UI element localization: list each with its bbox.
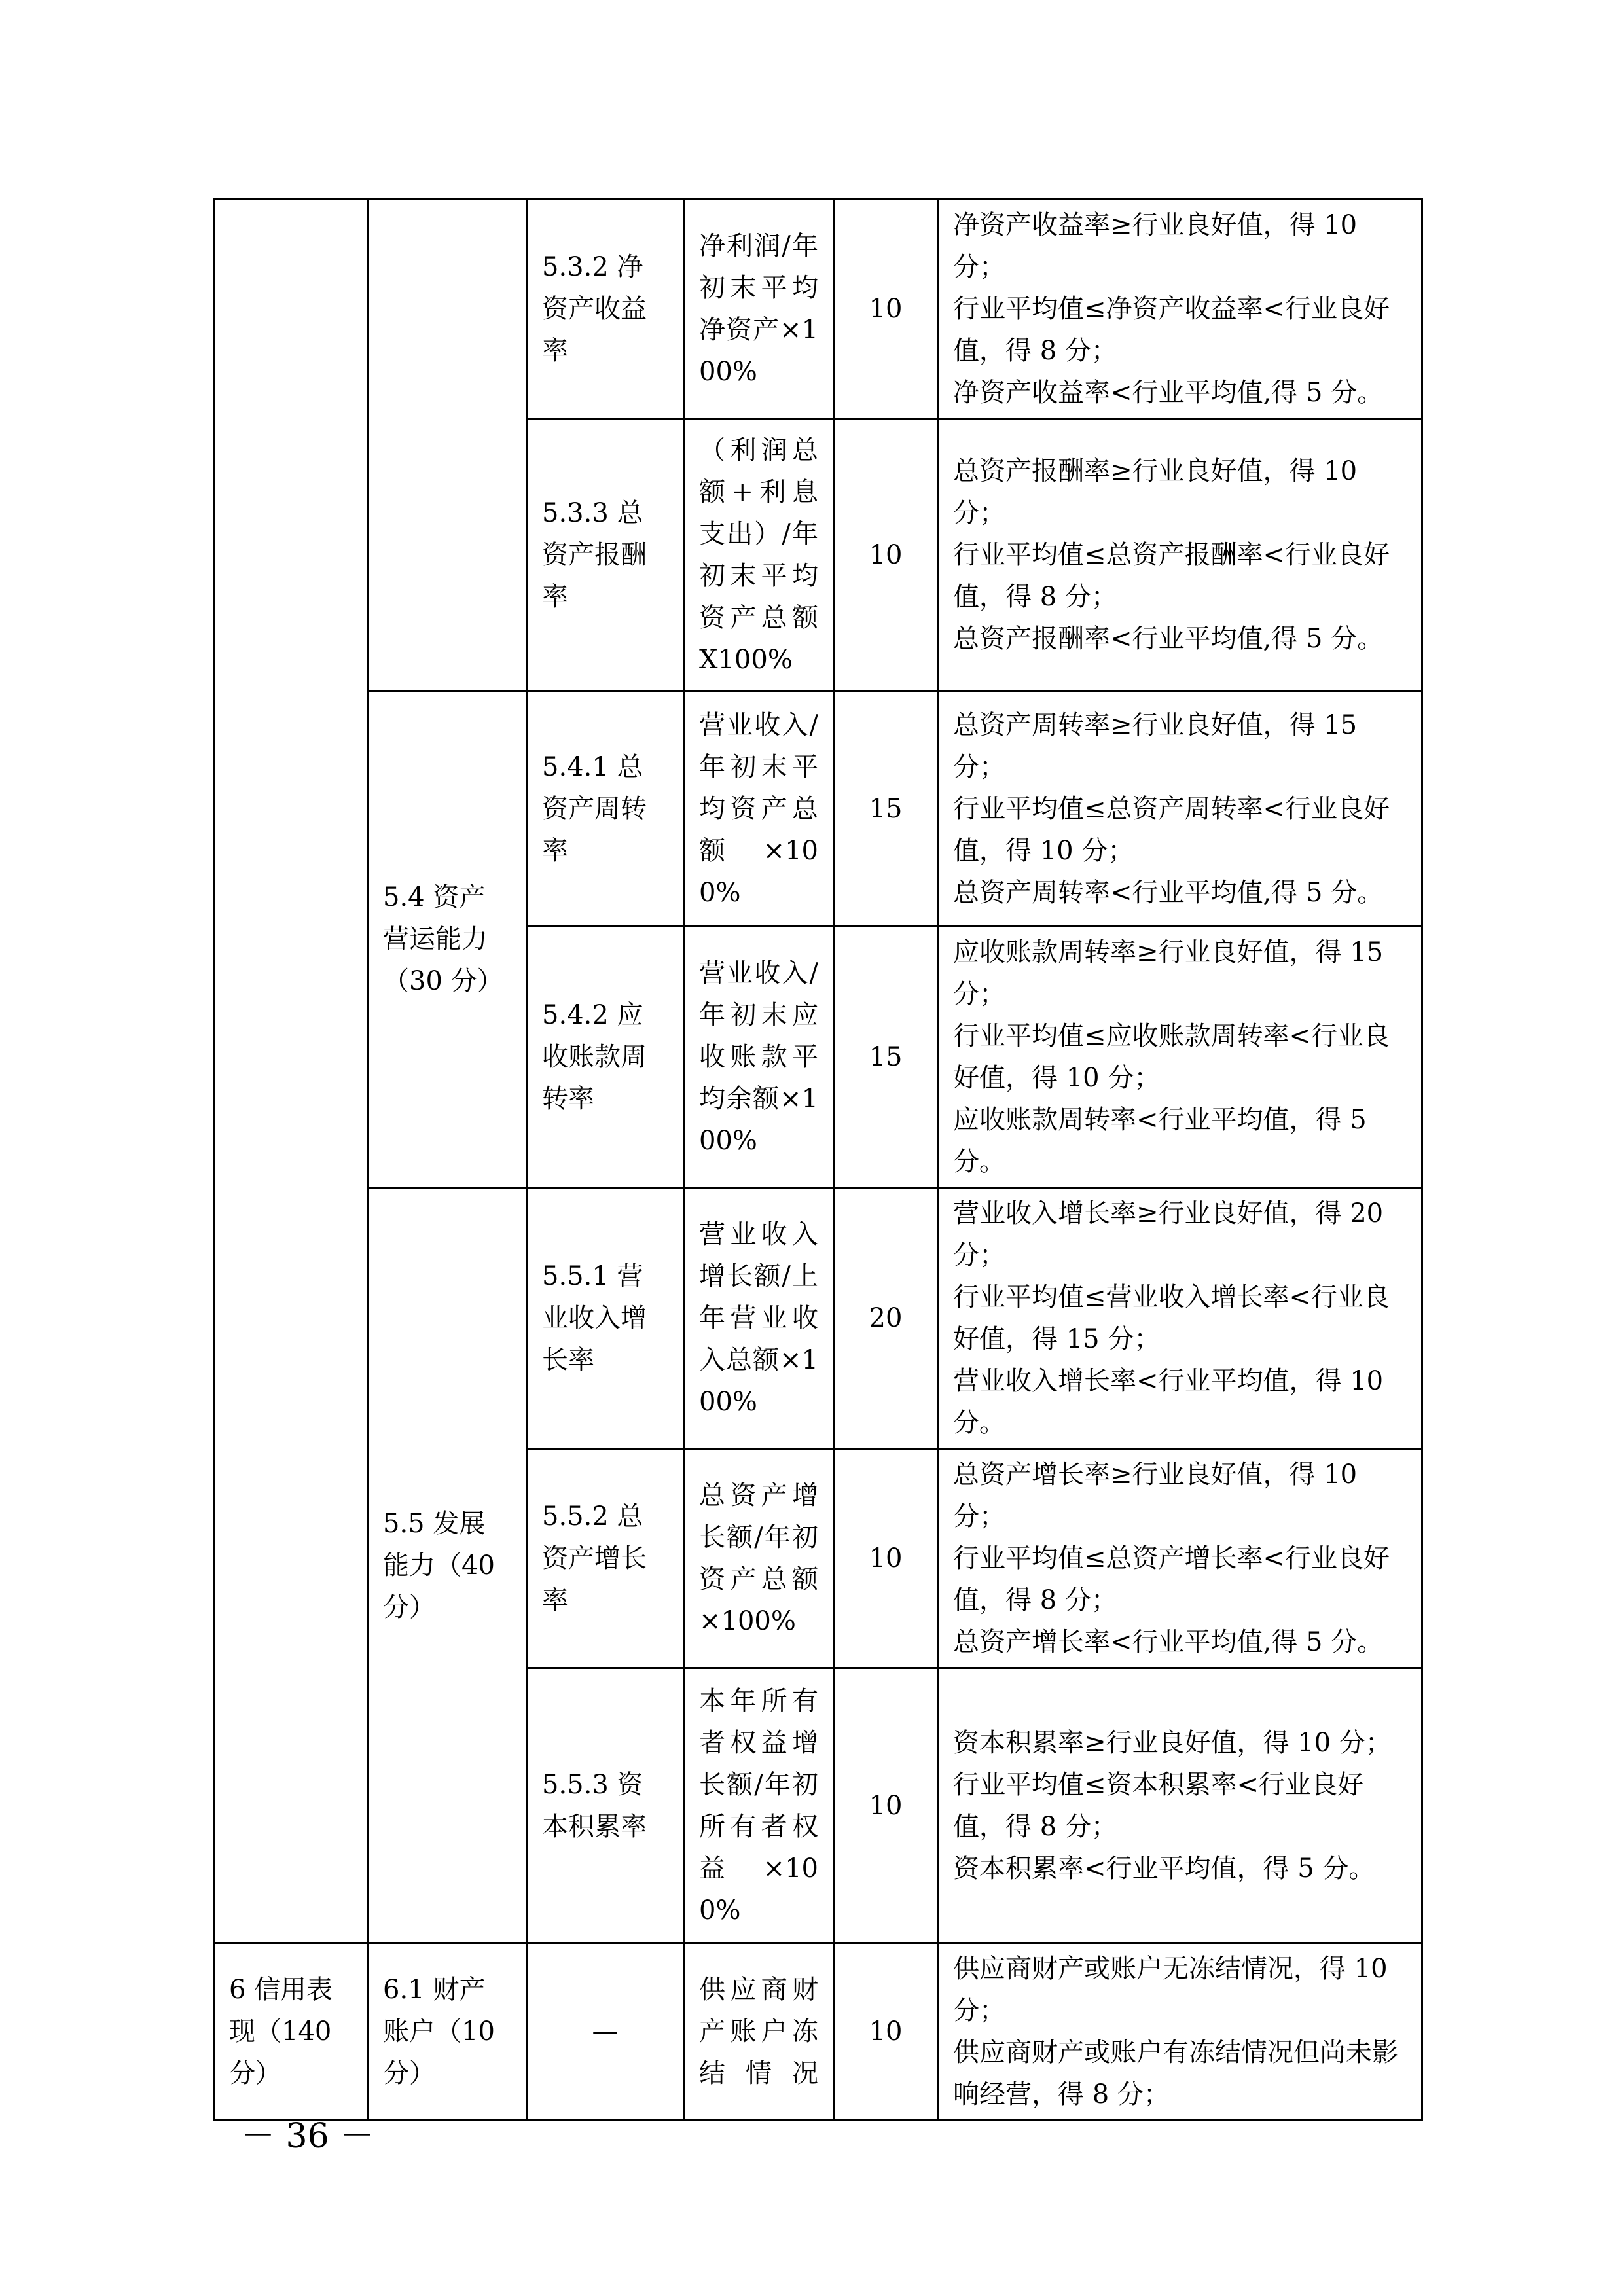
indicator-cell: — (527, 1943, 684, 2121)
table-row (214, 691, 1422, 927)
standard-line: 应收账款周转率<行业平均值，得 5 分。 (953, 1105, 1367, 1177)
standard-line: 行业平均值≤总资产报酬率<行业良好值，得 8 分； (953, 539, 1390, 612)
standard-line: 供应商财产或账户无冻结情况，得 10 分； (953, 1954, 1388, 2026)
formula-cell: 营业收入/年初末应收账款平均余额×100% (684, 927, 834, 1188)
standard-line: 总资产增长率<行业平均值,得 5 分。 (953, 1627, 1384, 1657)
formula-cell: 净利润/年初末平均净资产×100% (684, 200, 834, 419)
standard-line: 行业平均值≤资本积累率<行业良好值，得 8 分； (953, 1769, 1364, 1842)
table-row (214, 1188, 1422, 1449)
standard-line: 应收账款周转率≥行业良好值，得 15 分； (953, 937, 1384, 1009)
standard-line: 营业收入增长率<行业平均值，得 10 分。 (953, 1366, 1384, 1438)
indicator-cell: 5.5.1 营业收入增长率 (527, 1188, 684, 1449)
standard-line: 净资产收益率≥行业良好值，得 10 分； (953, 210, 1358, 282)
standard-cell (938, 1188, 1422, 1449)
standard-cell (938, 1449, 1422, 1668)
standard-line: 总资产周转率<行业平均值,得 5 分。 (953, 877, 1384, 908)
formula-cell: 营业收入增长额/上年营业收入总额×100% (684, 1188, 834, 1449)
formula-cell: 总资产增长额/年初资产总额×100% (684, 1449, 834, 1668)
indicator-cell: 5.3.3 总资产报酬率 (527, 419, 684, 691)
standard-line: 供应商财产或账户有冻结情况但尚未影响经营，得 8 分； (953, 2037, 1398, 2109)
table-row (214, 200, 1422, 419)
indicator-cell: 5.4.2 应收账款周转率 (527, 927, 684, 1188)
standard-line: 行业平均值≤营业收入增长率<行业良好值，得 15 分； (953, 1282, 1390, 1354)
standard-line: 总资产报酬率<行业平均值,得 5 分。 (953, 623, 1384, 654)
standard-line: 总资产周转率≥行业良好值，得 15 分； (953, 709, 1358, 782)
subcategory-cell: 6.1 财产账户（10 分） (368, 1943, 527, 2121)
category-cell-continued (214, 200, 368, 1943)
standard-cell (938, 200, 1422, 419)
category-cell: 6 信用表现（140 分） (214, 1943, 368, 2121)
formula-cell: 营业收入/年初末平均资产总额×100% (684, 691, 834, 927)
standard-line: 行业平均值≤应收账款周转率<行业良好值，得 10 分； (953, 1021, 1390, 1093)
standard-line: 净资产收益率<行业平均值,得 5 分。 (953, 378, 1384, 408)
points-cell: 15 (834, 927, 938, 1188)
points-cell: 10 (834, 1668, 938, 1943)
standard-cell (938, 1943, 1422, 2121)
standard-cell (938, 691, 1422, 927)
page-number: － 36 － (241, 2117, 374, 2156)
table-row (214, 1943, 1422, 2121)
standard-cell (938, 419, 1422, 691)
formula-cell: 本年所有者权益增长额/年初所有者权益×100% (684, 1668, 834, 1943)
subcategory-cell: 5.5 发展能力（40 分） (368, 1188, 527, 1943)
indicator-cell: 5.4.1 总资产周转率 (527, 691, 684, 927)
standard-line: 总资产增长率≥行业良好值，得 10 分； (953, 1460, 1358, 1532)
standard-line: 总资产报酬率≥行业良好值，得 10 分； (953, 456, 1358, 528)
points-cell: 10 (834, 200, 938, 419)
standard-line: 行业平均值≤总资产增长率<行业良好值，得 8 分； (953, 1543, 1390, 1615)
points-cell: 20 (834, 1188, 938, 1449)
formula-cell: （利润总额+利息支出）/年初末平均资产总额X100% (684, 419, 834, 691)
standard-line: 行业平均值≤净资产收益率<行业良好值，得 8 分； (953, 294, 1390, 366)
indicator-cell: 5.5.2 总资产增长率 (527, 1449, 684, 1668)
scoring-table (213, 198, 1423, 2121)
formula-cell: 供应商财产账户冻结情况 (684, 1943, 834, 2121)
standard-line: 资本积累率<行业平均值，得 5 分。 (953, 1853, 1375, 1884)
indicator-cell: 5.5.3 资本积累率 (527, 1668, 684, 1943)
standard-line: 营业收入增长率≥行业良好值，得 20 分； (953, 1198, 1384, 1270)
indicator-cell: 5.3.2 净资产收益率 (527, 200, 684, 419)
points-cell: 10 (834, 1943, 938, 2121)
points-cell: 10 (834, 419, 938, 691)
points-cell: 10 (834, 1449, 938, 1668)
standard-line: 行业平均值≤总资产周转率<行业良好值，得 10 分； (953, 793, 1390, 866)
points-cell: 15 (834, 691, 938, 927)
subcategory-cell: 5.4 资产营运能力（30 分） (368, 691, 527, 1188)
subcategory-cell-continued (368, 200, 527, 691)
standard-line: 资本积累率≥行业良好值，得 10 分； (953, 1727, 1392, 1758)
standard-cell (938, 1668, 1422, 1943)
standard-cell (938, 927, 1422, 1188)
